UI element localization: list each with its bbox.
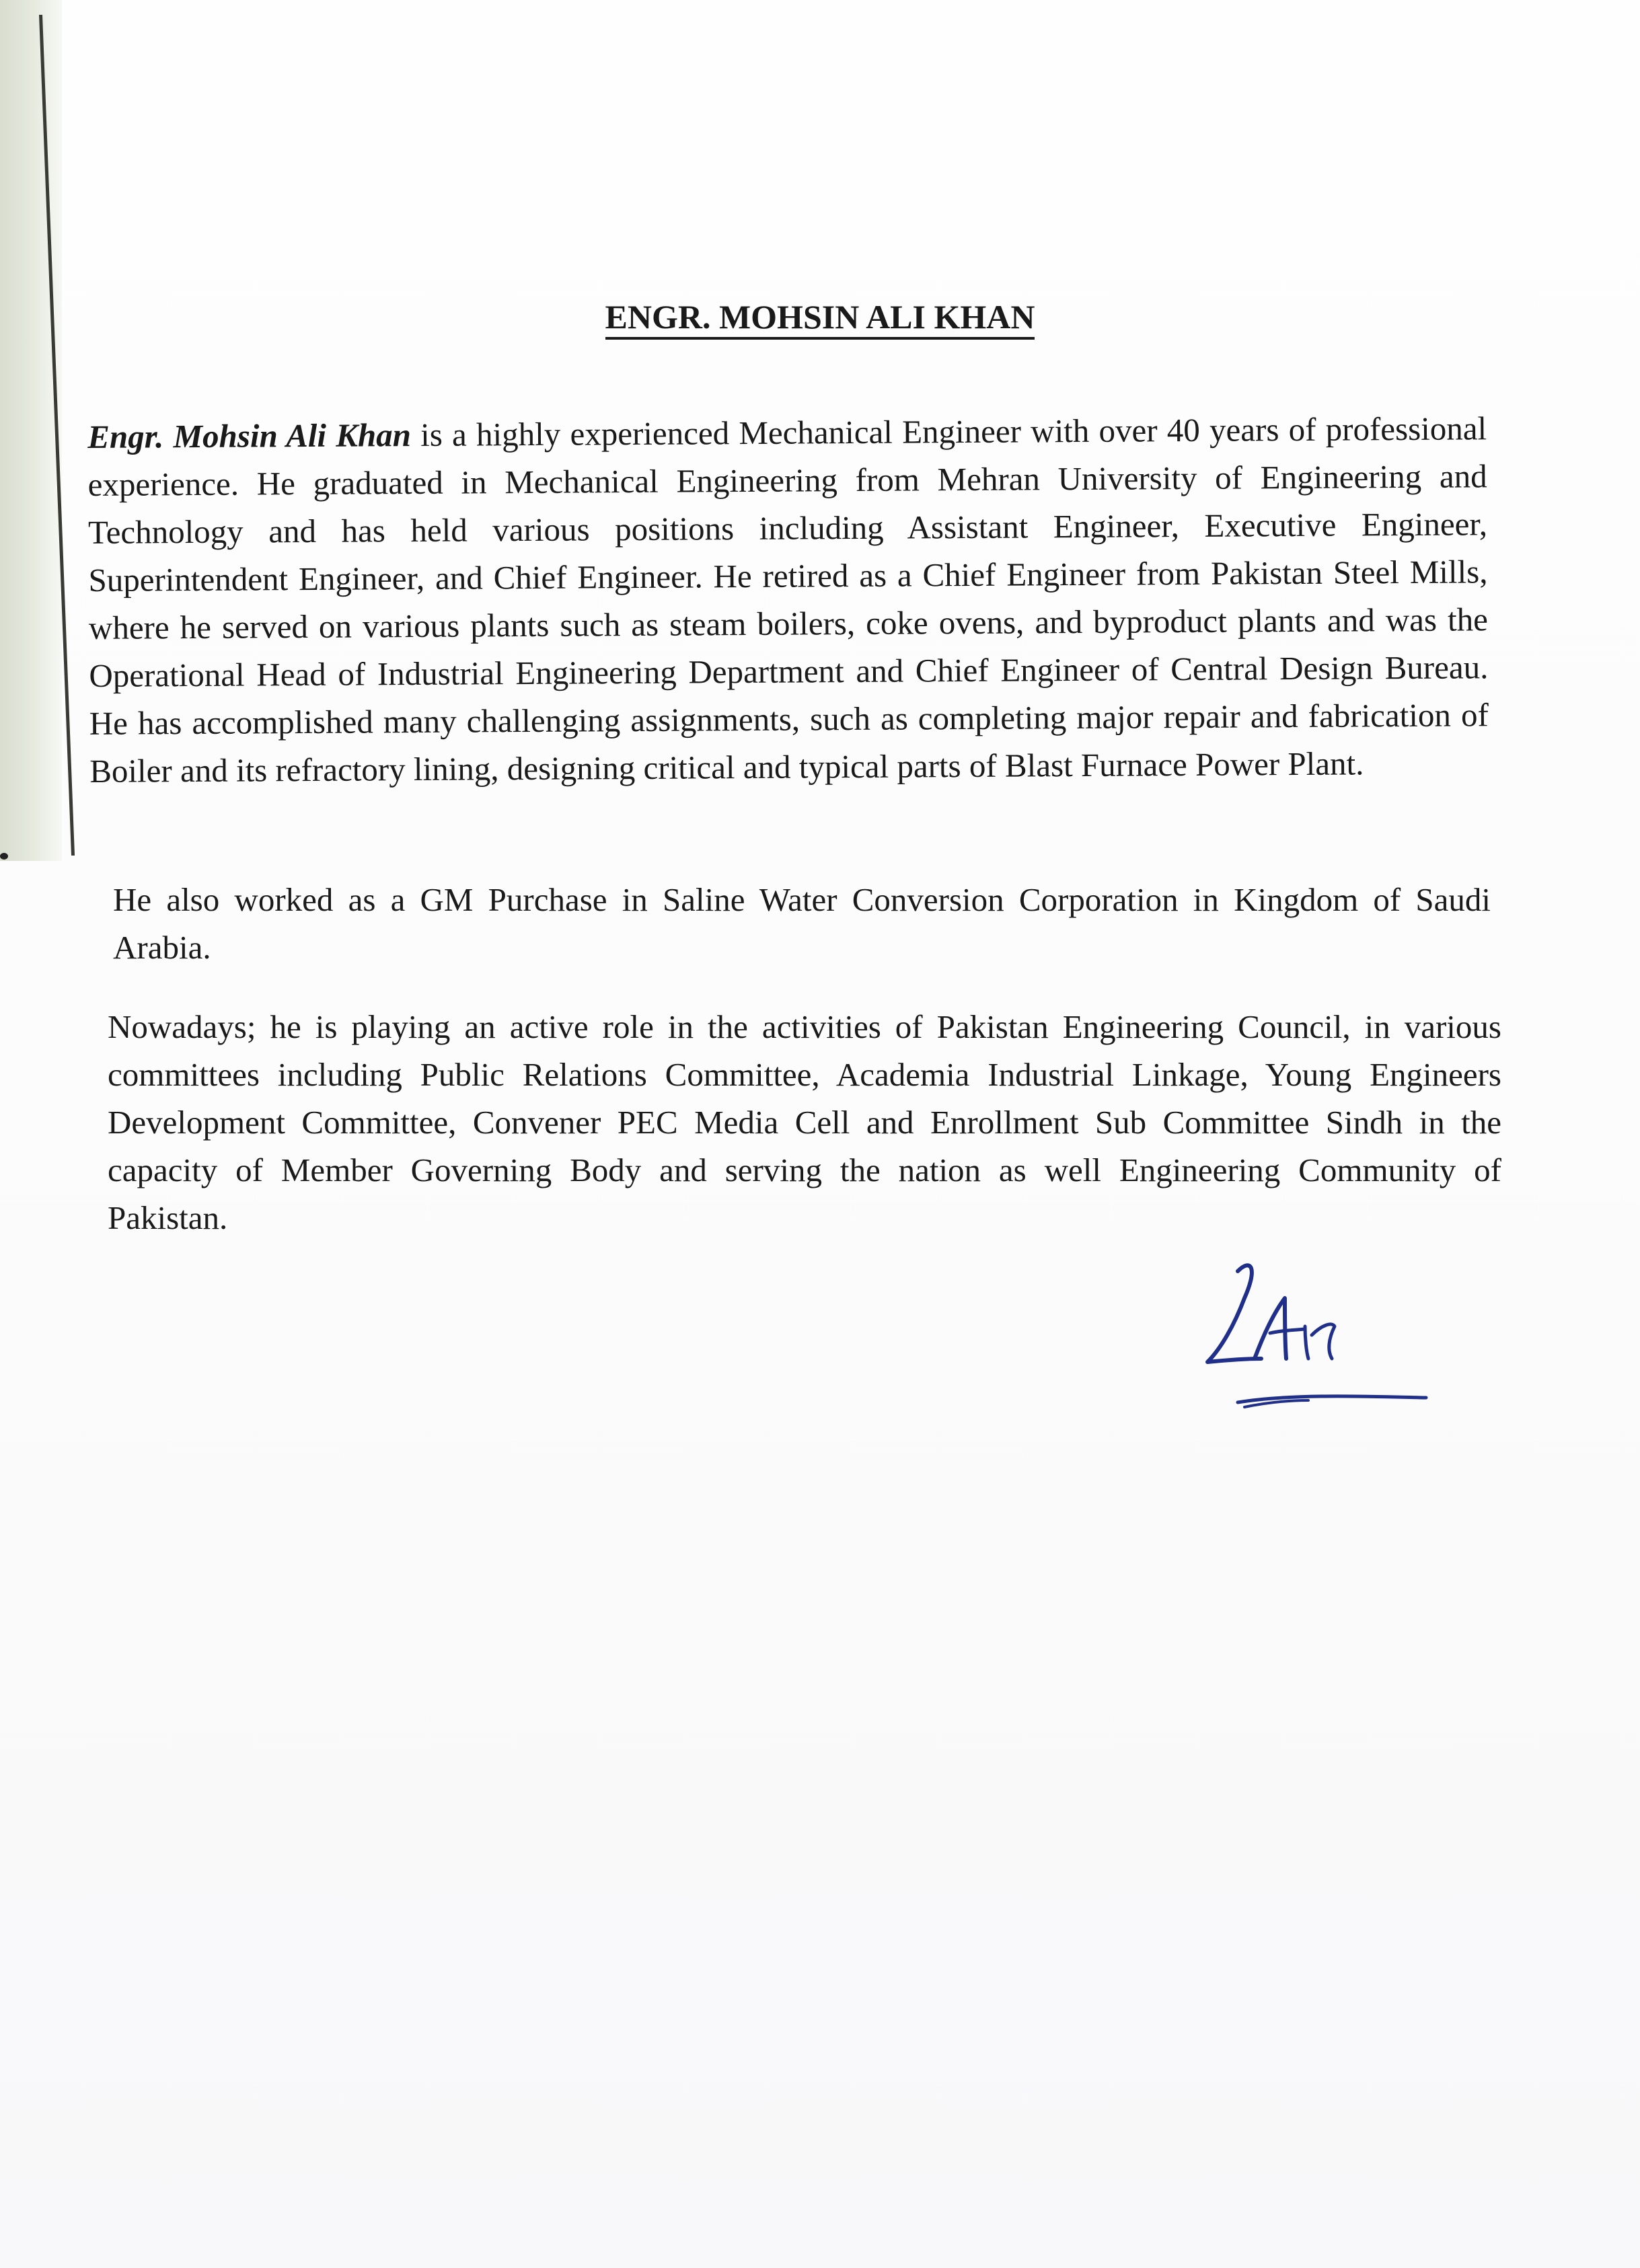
lead-name: Engr. Mohsin Ali Khan <box>87 416 412 455</box>
scan-binding-dot <box>0 853 8 860</box>
paragraph-pec-role: Nowadays; he is playing an active role in the activities of Pakistan Engineering Council, in various committees including Public Relations Committee, Academia Industrial Linkage, Young Engineers Development Committee, Convener PEC Media Cell and Enrollment Sub Committee Sindh in the capacity of Member Governing Body and serving the nation as well Engineering Community of Pakistan. <box>108 1008 1501 1236</box>
paragraph-biography <box>87 404 1489 795</box>
scan-binding-edge <box>0 0 62 861</box>
paragraph-biography-text: is a highly experienced Mechanical Engineer with over 40 years of professional experience. He graduated in Mechanical Engineering from Mehran University of Engineering and Technology and has held various positions including Assistant Engineer, Executive Engineer, Superintendent Engineer, and Chief Engineer. He retired as a Chief Engineer from Pakistan Steel Mills, where he served on various plants such as steam boilers, coke ovens, and byproduct plants and was the Operational Head of Industrial Engineering Department and Chief Engineer of Central Design Bureau. He has accomplished many challenging assignments, such as completing major repair and fabrication of Boiler and its refractory lining, designing critical and typical parts of Blast Furnace Power Plant. <box>87 410 1489 790</box>
handwritten-signature <box>1191 1251 1446 1426</box>
paragraph-saudi-role: He also worked as a GM Purchase in Saline Water Conversion Corporation in Kingdom of Saudi Arabia. <box>113 881 1491 966</box>
document-title-text: ENGR. MOHSIN ALI KHAN <box>605 298 1035 340</box>
document-title <box>0 296 1640 338</box>
